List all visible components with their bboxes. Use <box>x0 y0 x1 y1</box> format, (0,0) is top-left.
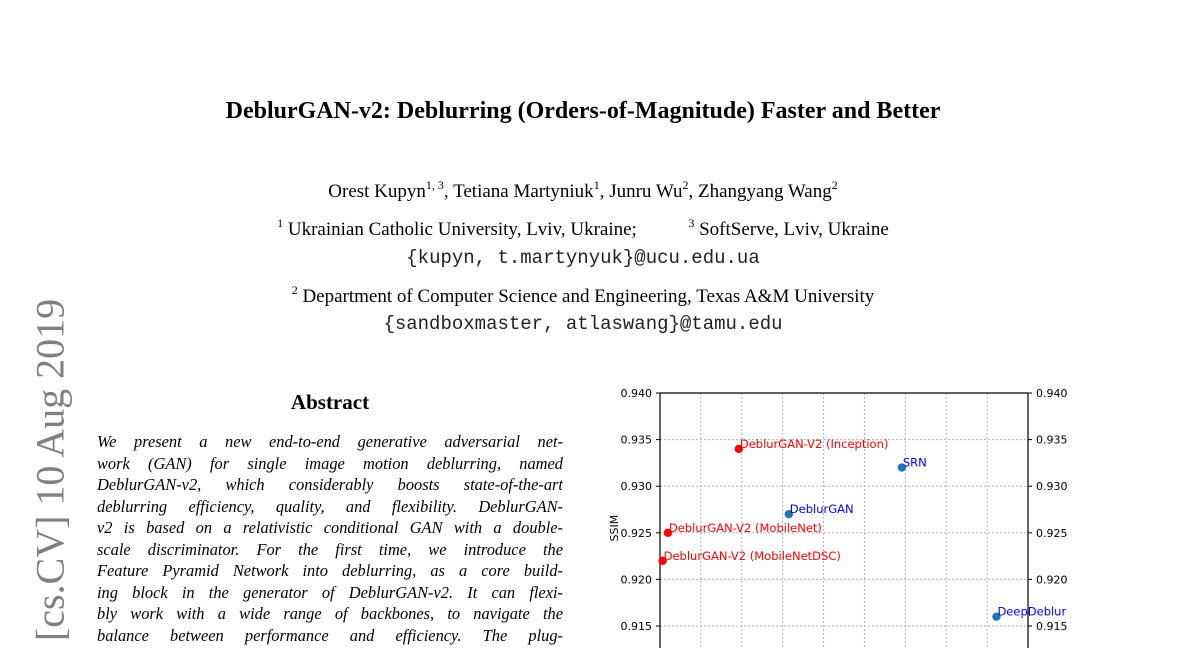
author-affiliation-sup: 1 <box>593 178 600 192</box>
affiliation-text: Department of Computer Science and Engineering, Texas A&M University <box>302 286 875 307</box>
data-point-label: DeepDeblur <box>997 604 1067 619</box>
author-name: Junru Wu <box>609 181 683 202</box>
affiliation-line-2 <box>0 283 1166 308</box>
affiliation-sup: 2 <box>291 283 298 297</box>
data-point-label: DeblurGAN-V2 (Inception) <box>739 436 889 451</box>
ssim-scatter-chart <box>600 380 1100 648</box>
y-tick-label-right: 0.930 <box>1036 480 1068 494</box>
author-affiliation-sup: 2 <box>831 178 838 192</box>
author-name: Tetiana Martyniuk <box>453 181 594 202</box>
abstract-body <box>97 431 563 646</box>
data-point-label: DeblurGAN-V2 (MobileNetDSC) <box>663 548 841 563</box>
y-tick-label-left: 0.930 <box>620 480 652 494</box>
arxiv-stamp: [cs.CV] 10 Aug 2019 <box>27 298 73 642</box>
email-line-2: {sandboxmaster, atlaswang}@tamu.edu <box>383 313 783 335</box>
data-point-label: DeblurGAN-V2 (MobileNet) <box>668 520 822 535</box>
author-list: Orest Kupyn$^{1, 3}$, Tetiana Martyniuk$^1$, Junru Wu$^2$, Zhangyang Wang$^2$ <box>328 178 838 202</box>
data-point-label: DeblurGAN <box>789 502 854 517</box>
abstract-line: v2 is based on a relativistic conditional GAN with a double- <box>97 518 563 537</box>
y-tick-label-right: 0.915 <box>1036 620 1068 633</box>
affiliation-sup: 1 <box>277 216 284 230</box>
abstract-line: ing block in the generator of DeblurGAN-v2. It can flexi- <box>97 582 563 602</box>
y-tick-label-right: 0.940 <box>1036 387 1068 400</box>
affiliation-line-1 <box>0 216 1166 241</box>
y-tick-label-right: 0.935 <box>1036 433 1068 447</box>
abstract-line: We present a new end-to-end generative adversarial net- <box>97 432 563 451</box>
affiliation-text: SoftServe, Lviv, Ukraine <box>699 219 889 240</box>
abstract-line: DeblurGAN-v2, which considerably boosts state-of-the-art <box>97 475 563 494</box>
email-line-1: {kupyn, t.martynyuk}@ucu.edu.ua <box>406 247 760 269</box>
y-tick-label-right: 0.920 <box>1036 573 1068 587</box>
y-tick-label-left: 0.920 <box>620 573 652 587</box>
author-name: Zhangyang Wang <box>698 181 832 202</box>
y-axis-label: SSIM <box>608 514 621 542</box>
abstract-line: balance between performance and efficiency. The plug- <box>97 625 563 645</box>
affiliation-sup: 3 <box>688 216 695 230</box>
abstract-line: work (GAN) for single image motion deblurring, named <box>97 453 563 473</box>
y-tick-label-left: 0.940 <box>620 387 652 400</box>
y-tick-label-left: 0.915 <box>620 620 652 633</box>
abstract-line: bly work with a wide range of backbones, to navigate the <box>97 604 563 623</box>
affiliation-text: Ukrainian Catholic University, Lviv, Ukraine; <box>287 219 637 240</box>
author-affiliation-sup: 2 <box>682 178 689 192</box>
data-point-label: SRN <box>902 455 927 470</box>
author-affiliation-sup: 1, 3 <box>425 178 444 192</box>
paper-title: DeblurGAN-v2: Deblurring (Orders-of-Magnitude) Faster and Better <box>225 98 941 124</box>
author-name: Orest Kupyn <box>328 181 426 202</box>
y-tick-label-right: 0.925 <box>1036 526 1068 540</box>
y-tick-label-left: 0.935 <box>620 433 652 447</box>
abstract-heading: Abstract <box>290 390 370 414</box>
abstract-line: Feature Pyramid Network into deblurring, as a core build- <box>97 561 563 580</box>
abstract-line: deblurring efficiency, quality, and flexibility. DeblurGAN- <box>97 496 563 516</box>
abstract-line: scale discriminator. For the first time, we introduce the <box>97 539 563 559</box>
y-tick-label-left: 0.925 <box>620 526 652 540</box>
